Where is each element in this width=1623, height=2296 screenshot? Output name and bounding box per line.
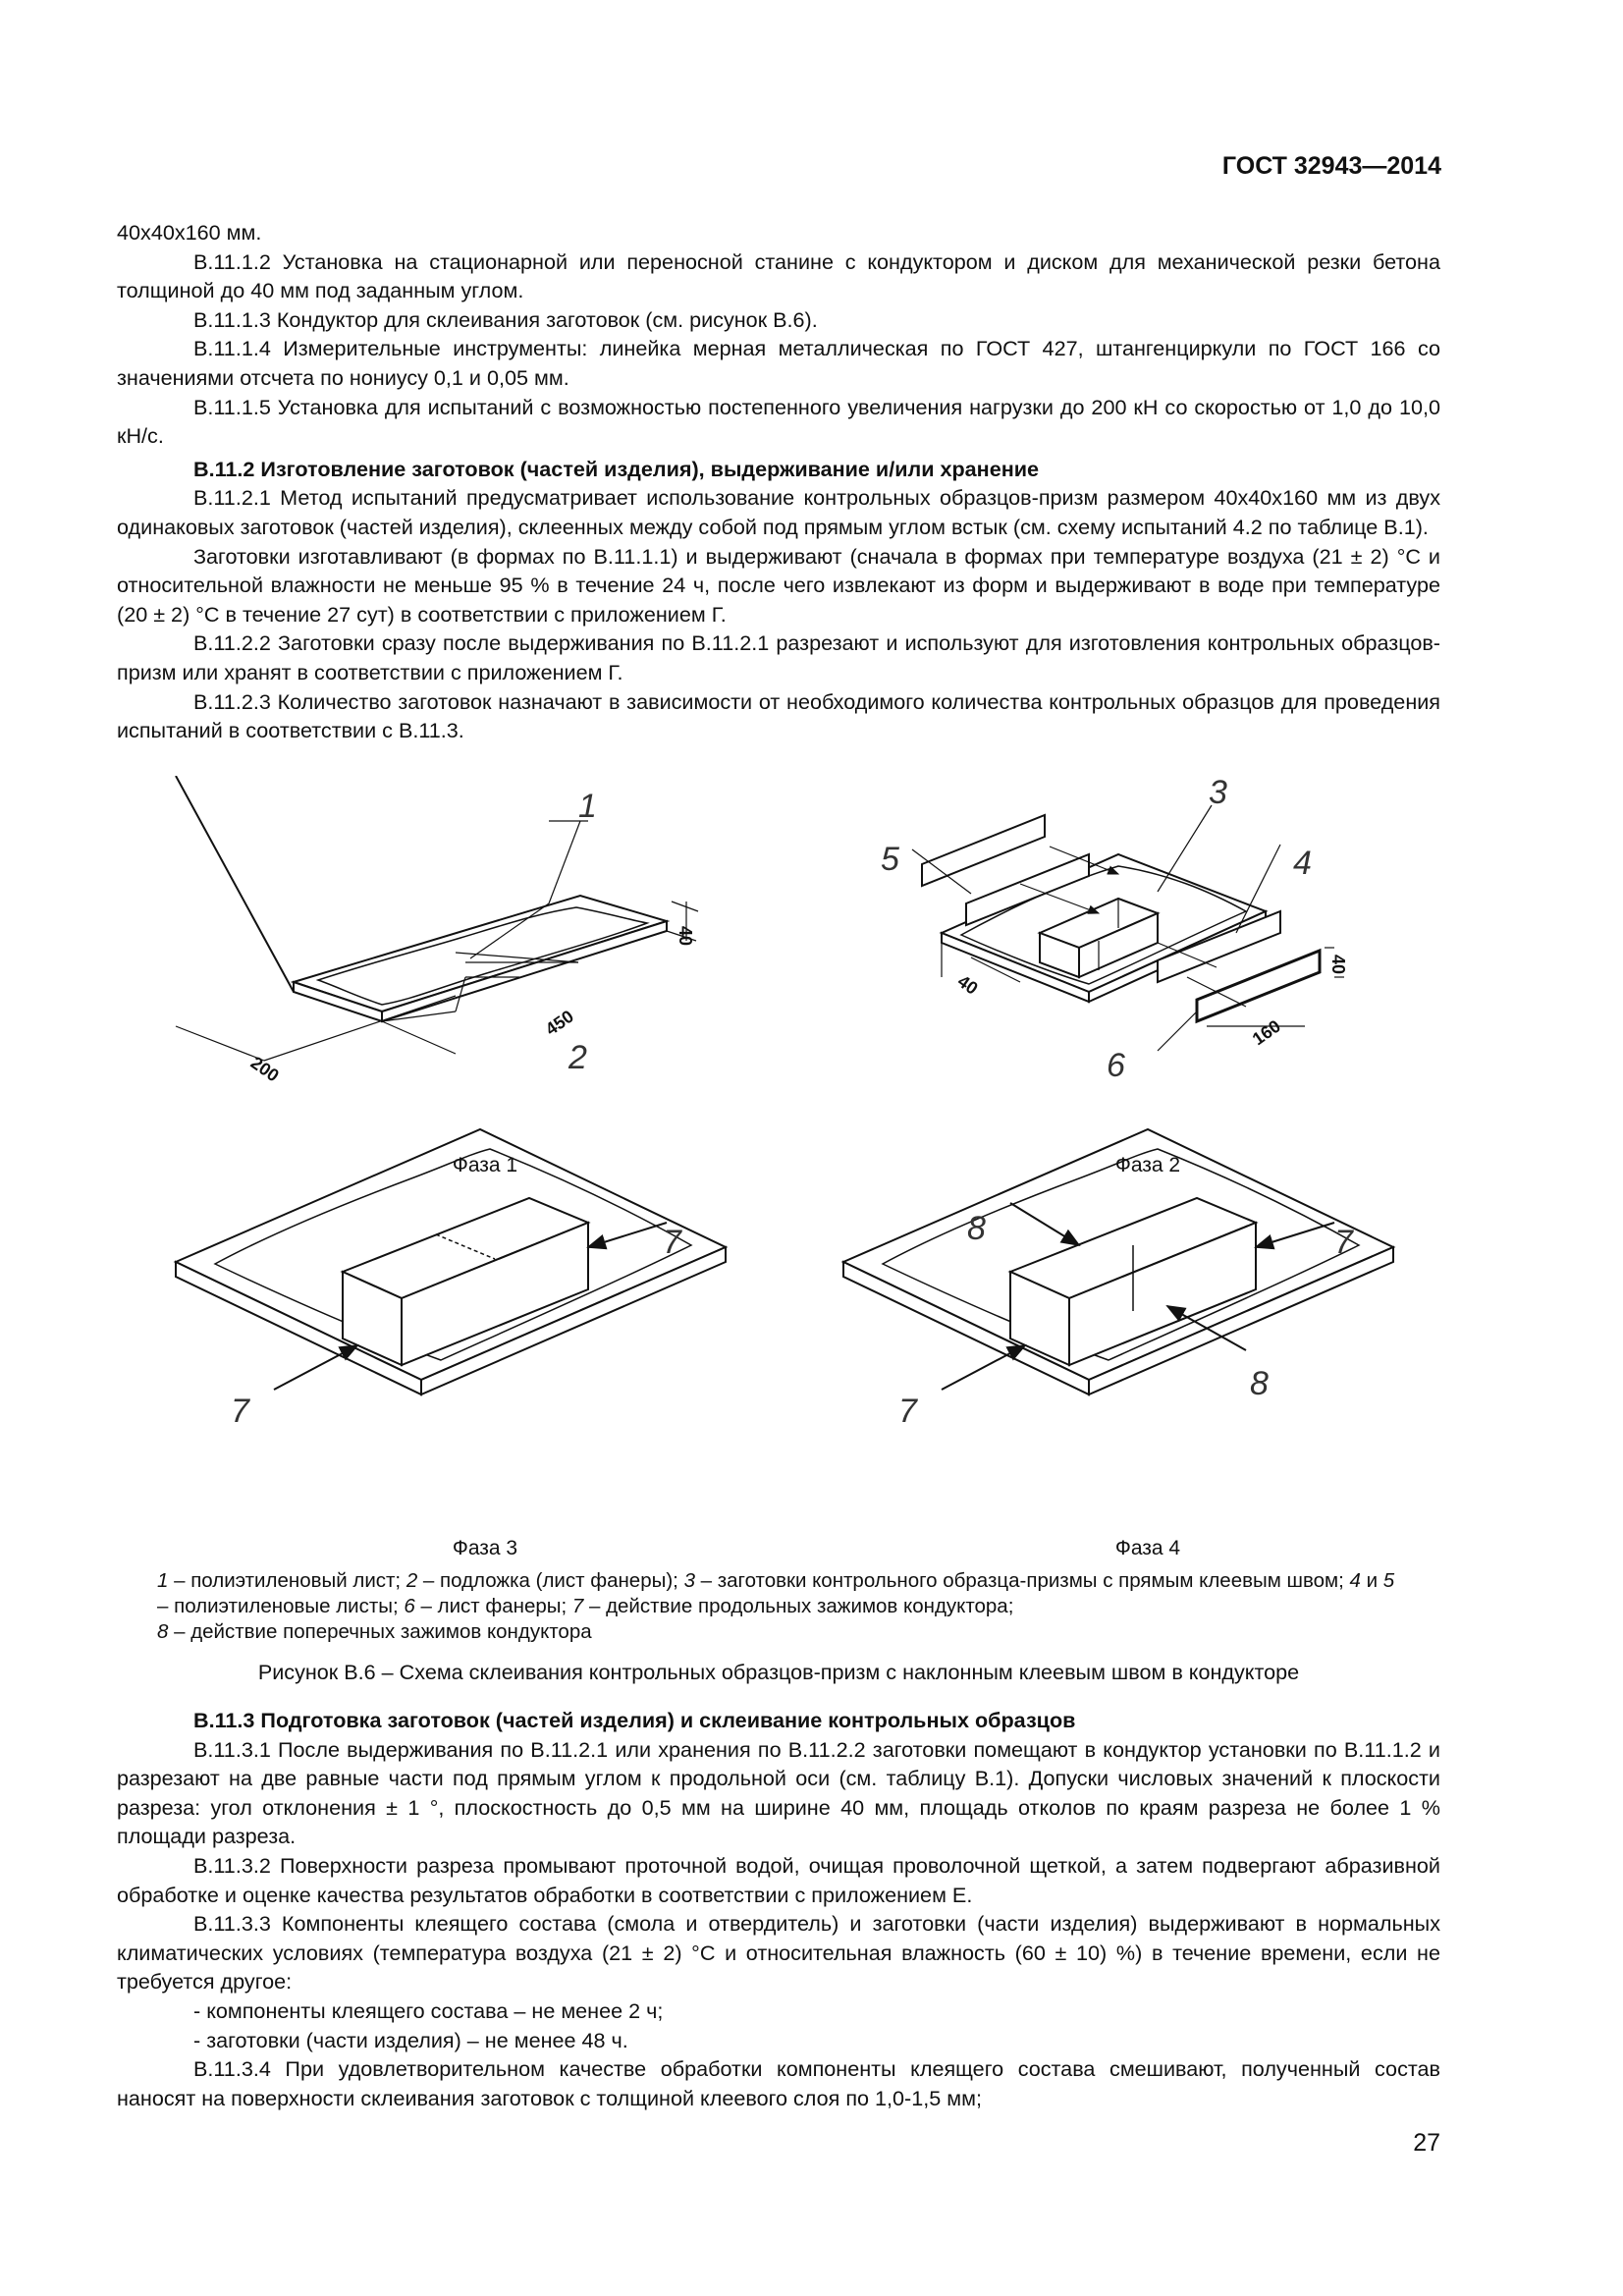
- legend-num: 7: [571, 1595, 584, 1617]
- figure-legend: [157, 1568, 1404, 1645]
- label-3: 3: [1209, 776, 1227, 811]
- paragraph: В.11.3.2 Поверхности разреза промывают проточной водой, очищая проволочной щеткой, а затем подвергают абразивной обработке и оценке качества результатов обработки в соответствии с приложением Е.: [117, 1852, 1440, 1907]
- legend-text: – заготовки контрольного образца-призмы с прямым клеевым швом;: [694, 1569, 1350, 1592]
- legend-num: 4: [1349, 1569, 1361, 1592]
- dim-40: 40: [953, 970, 982, 999]
- legend-text: – действие продольных зажимов кондуктора;: [583, 1595, 1014, 1617]
- phase1-board: [176, 776, 698, 1061]
- legend-text: – полиэтиленовые листы;: [157, 1595, 405, 1617]
- paragraph: В.11.3.3 Компоненты клеящего состава (смола и отвердитель) и заготовки (части изделия) выдерживают в нормальных климатических условиях (температура воздуха (21 ± 2) °С и относительная влажность (60 ± 10) %) в течение времени, если не требуется другое:: [117, 1911, 1440, 1995]
- section-b113-block: [117, 1706, 1440, 2112]
- label-6: 6: [1107, 1047, 1125, 1084]
- paragraph: В.11.2.2 Заготовки сразу после выдерживания по В.11.2.1 разрезают и используют для изготовления контрольных образцов-призм или хранят в соответствии с приложением Г.: [117, 630, 1440, 684]
- label-1: 1: [578, 788, 597, 825]
- legend-text: и: [1360, 1569, 1383, 1592]
- paragraph: 40х40х160 мм.: [117, 220, 262, 245]
- dim-40: 40: [1328, 955, 1348, 975]
- phase4-caption: Фаза 4: [1114, 1537, 1181, 1559]
- label-5: 5: [881, 841, 899, 878]
- phase1-caption: Фаза 1: [452, 1154, 518, 1176]
- legend-num: 2: [406, 1569, 418, 1592]
- phase2-caption: Фаза 2: [1114, 1154, 1181, 1176]
- legend-text: – подложка (лист фанеры);: [417, 1569, 684, 1592]
- label-4: 4: [1293, 845, 1312, 882]
- legend-text: – лист фанеры;: [414, 1595, 572, 1617]
- top-text-block: [117, 218, 1440, 745]
- paragraph: В.11.1.3 Кондуктор для склеивания заготовок (см. рисунок В.6).: [193, 306, 818, 332]
- legend-text: – действие поперечных зажимов кондуктора: [168, 1620, 592, 1643]
- phase2-jig: [912, 805, 1344, 1051]
- label-2: 2: [568, 1039, 587, 1076]
- legend-num: 1: [157, 1569, 169, 1592]
- figure-title: Рисунок В.6 – Схема склеивания контрольных образцов-призм с наклонным клеевым швом в кондукторе: [257, 1660, 1300, 1684]
- dim-40: 40: [676, 926, 695, 947]
- paragraph: Заготовки изготавливают (в формах по В.11.1.1) и выдерживают (сначала в формах при температуре воздуха (21 ± 2) °С и относительной влажности не меньше 95 % в течение 24 ч, после чего извлекают из форм и выдерживают в воде при температуре (20 ± 2) °С в течение 27 сут) в соответствии с приложением Г.: [117, 543, 1440, 627]
- legend-num: 8: [157, 1620, 169, 1643]
- paragraph: В.11.1.2 Установка на стационарной или переносной станине с кондуктором и диском для механической резки бетона толщиной до 40 мм под заданным углом.: [117, 248, 1440, 303]
- page-number: 27: [1413, 2129, 1440, 2157]
- document-header: ГОСТ 32943—2014: [1221, 152, 1441, 180]
- label-7: 7: [663, 1224, 681, 1261]
- section-heading: В.11.2 Изготовление заготовок (частей изделия), выдерживание и/или хранение: [193, 456, 1040, 481]
- paragraph: В.11.3.1 После выдерживания по В.11.2.1 или хранения по В.11.2.2 заготовки помещают в кондуктор установки по В.11.1.2 и разрезают на две равные части под прямым углом к продольной оси (см. таблицу В.1). Допуски числовых значений к плоскости разреза: угол отклонения ± 1 °, плоскостность до 0,5 мм на ширине 40 мм, площадь отколов по краям разреза не более 1 % площади разреза.: [117, 1736, 1440, 1849]
- paragraph: В.11.1.4 Измерительные инструменты: линейка мерная металлическая по ГОСТ 427, штангенциркули по ГОСТ 166 со значениями отсчета по нониусу 0,1 и 0,05 мм.: [117, 336, 1440, 390]
- label-8: 8: [1250, 1365, 1269, 1402]
- list-item: - компоненты клеящего состава – не менее 2 ч;: [193, 1997, 664, 2023]
- label-7: 7: [231, 1393, 249, 1430]
- paragraph: В.11.3.4 При удовлетворительном качестве обработки компоненты клеящего состава смешивают, полученный состав наносят на поверхности склеивания заготовок с толщиной клеевого слоя по 1,0-1,5 мм;: [117, 2056, 1440, 2110]
- dim-450: 450: [541, 1006, 577, 1040]
- section-heading: В.11.3 Подготовка заготовок (частей изделия) и склеивание контрольных образцов: [193, 1708, 1076, 1732]
- paragraph: В.11.2.3 Количество заготовок назначают в зависимости от необходимого количества контрольных образцов для проведения испытаний в соответствии с В.11.3.: [117, 688, 1440, 743]
- label-7: 7: [1334, 1224, 1353, 1261]
- legend-num: 6: [404, 1595, 415, 1617]
- list-item: - заготовки (части изделия) – не менее 48 ч.: [193, 2027, 628, 2052]
- dim-160: 160: [1248, 1015, 1284, 1050]
- dim-200: 200: [246, 1052, 283, 1086]
- paragraph: В.11.2.1 Метод испытаний предусматривает использование контрольных образцов-призм размером 40х40х160 мм из двух одинаковых заготовок (частей изделия), склеенных между собой под прямым углом встык (см. схему испытаний 4.2 по таблице В.1).: [117, 485, 1440, 539]
- phase3-caption: Фаза 3: [452, 1537, 518, 1559]
- legend-text: – полиэтиленовый лист;: [168, 1569, 406, 1592]
- legend-num: 5: [1382, 1569, 1395, 1592]
- label-8: 8: [967, 1210, 986, 1247]
- legend-num: 3: [683, 1569, 695, 1592]
- figure-b6: [117, 776, 1440, 1561]
- paragraph: В.11.1.5 Установка для испытаний с возможностью постепенного увеличения нагрузки до 200 кН со скоростью от 1,0 до 10,0 кН/с.: [117, 394, 1440, 449]
- label-7: 7: [898, 1393, 917, 1430]
